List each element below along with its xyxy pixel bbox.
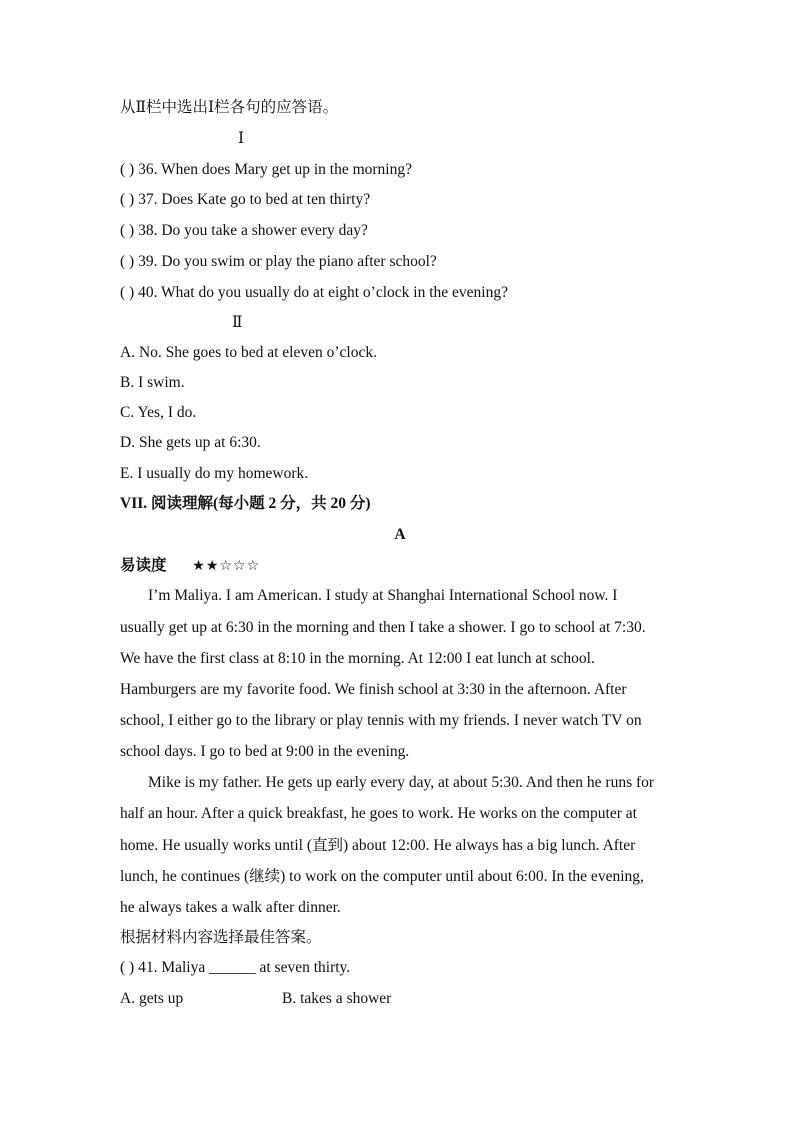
answer-c: C. Yes, I do. [120,404,197,421]
question-41-option-b: B. takes a shower [282,990,392,1007]
question-38: ( ) 38. Do you take a shower every day? [120,222,368,239]
passage-line: Mike is my father. He gets up early every day, at about 5:30. And then he runs for [148,774,655,791]
column-one-heading: Ⅰ [238,130,245,147]
passage-line: he always takes a walk after dinner. [120,899,341,916]
question-37: ( ) 37. Does Kate go to bed at ten thirty? [120,191,371,208]
passage-line: lunch, he continues (继续) to work on the computer until about 6:00. In the evening, [120,868,644,885]
passage-line: Hamburgers are my favorite food. We finish school at 3:30 in the afternoon. After [120,681,627,698]
passage-line: usually get up at 6:30 in the morning and then I take a shower. I go to school at 7:30. [120,619,646,636]
passage-line: school days. I go to bed at 9:00 in the evening. [120,743,410,760]
question-41: ( ) 41. Maliya ______ at seven thirty. [120,959,351,976]
passage-line: I’m Maliya. I am American. I study at Shanghai International School now. I [148,587,618,604]
answer-b: B. I swim. [120,374,185,391]
question-41-option-a: A. gets up [120,990,184,1007]
passage-line: We have the first class at 8:10 in the morning. At 12:00 I eat lunch at school. [120,650,595,667]
difficulty-row [120,556,260,576]
passage-line: school, I either go to the library or play tennis with my friends. I never watch TV on [120,712,642,729]
question-40: ( ) 40. What do you usually do at eight o’clock in the evening? [120,284,508,301]
difficulty-label: 易读度 [120,557,167,574]
answer-e: E. I usually do my homework. [120,465,309,482]
matching-instruction: 从Ⅱ栏中选出Ⅰ栏各句的应答语。 [120,99,339,116]
answer-d: D. She gets up at 6:30. [120,434,261,451]
part-label: A [394,526,406,543]
section-title: VII. 阅读理解(每小题 2 分，共 20 分) [120,495,371,512]
question-36: ( ) 36. When does Mary get up in the morning? [120,161,412,178]
answer-a: A. No. She goes to bed at eleven o’clock. [120,344,377,361]
passage-line: home. He usually works until (直到) about 12:00. He always has a big lunch. After [120,837,636,854]
passage-line: half an hour. After a quick breakfast, he goes to work. He works on the computer at [120,805,637,822]
difficulty-stars: ★★☆☆☆ [192,558,261,574]
question-instruction: 根据材料内容选择最佳答案。 [120,929,322,946]
question-39: ( ) 39. Do you swim or play the piano after school? [120,253,437,270]
column-two-heading: Ⅱ [232,314,243,331]
